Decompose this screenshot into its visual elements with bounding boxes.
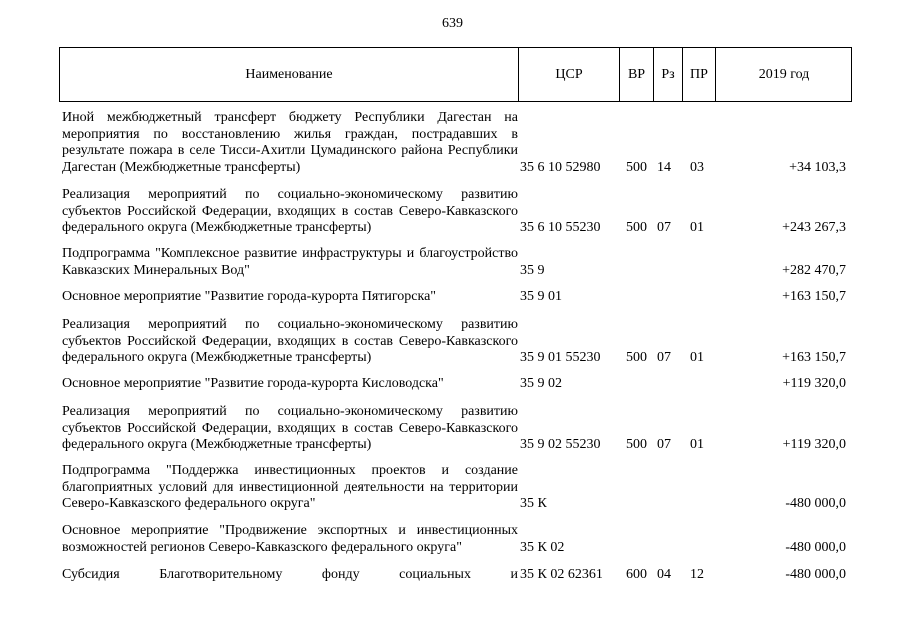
row-year: -480 000,0: [785, 567, 846, 582]
row-year: +34 103,3: [789, 160, 846, 175]
row-pr: 01: [690, 437, 704, 452]
row-csr: 35 К 02: [520, 540, 565, 555]
row-name: Иной межбюджетный трансферт бюджету Республики Дагестан на мероприятия по восстановлению жилья граждан, пострадавших в результате пожара в селе Тисси-Ахитли Цумадинского района Республики Дагестан (Межбюджетные трансферты): [62, 110, 518, 175]
row-year: +119 320,0: [782, 376, 846, 391]
row-year: +163 150,7: [782, 350, 846, 365]
row-csr: 35 9 01: [520, 289, 562, 304]
row-vr: 500: [626, 437, 647, 452]
row-year: +243 267,3: [782, 220, 846, 235]
row-year: +163 150,7: [782, 289, 846, 304]
row-name: Реализация мероприятий по социально-экономическому развитию субъектов Российской Федерации, входящих в состав Северо-Кавказского федерального округа (Межбюджетные трансферты): [62, 404, 518, 452]
row-name: Основное мероприятие "Развитие города-курорта Пятигорска": [62, 289, 436, 304]
row-rz: 07: [657, 220, 671, 235]
table-header: [59, 47, 852, 102]
row-csr: 35 К 02 62361: [520, 567, 603, 582]
row-csr: 35 9: [520, 263, 545, 278]
row-csr: 35 6 10 55230: [520, 220, 601, 235]
header-name: Наименование: [245, 67, 333, 82]
header-rz: Рз: [661, 67, 675, 82]
row-name: Основное мероприятие "Развитие города-курорта Кисловодска": [62, 376, 444, 391]
row-year: -480 000,0: [785, 496, 846, 511]
header-pr: ПР: [690, 67, 708, 82]
row-pr: 03: [690, 160, 704, 175]
row-year: +282 470,7: [782, 263, 846, 278]
row-name: Основное мероприятие "Продвижение экспортных и инвестиционных возможностей регионов Северо-Кавказского федерального округа": [62, 523, 518, 555]
row-vr: 500: [626, 160, 647, 175]
row-name: Субсидия Благотворительному фонду социальных и: [62, 567, 518, 582]
row-rz: 07: [657, 350, 671, 365]
row-name: Подпрограмма "Комплексное развитие инфраструктуры и благоустройство Кавказских Минеральных Вод": [62, 246, 518, 278]
row-rz: 04: [657, 567, 671, 582]
row-year: -480 000,0: [785, 540, 846, 555]
row-csr: 35 9 02: [520, 376, 562, 391]
row-vr: 500: [626, 220, 647, 235]
row-rz: 07: [657, 437, 671, 452]
row-csr: 35 9 01 55230: [520, 350, 601, 365]
row-pr: 01: [690, 220, 704, 235]
row-year: +119 320,0: [782, 437, 846, 452]
row-vr: 500: [626, 350, 647, 365]
row-name: Реализация мероприятий по социально-экономическому развитию субъектов Российской Федерации, входящих в состав Северо-Кавказского федерального округа (Межбюджетные трансферты): [62, 317, 518, 365]
header-year: 2019 год: [758, 67, 810, 82]
row-csr: 35 9 02 55230: [520, 437, 601, 452]
row-name: Реализация мероприятий по социально-экономическому развитию субъектов Российской Федерации, входящих в состав Северо-Кавказского федерального округа (Межбюджетные трансферты): [62, 187, 518, 235]
row-name: Подпрограмма "Поддержка инвестиционных проектов и создание благоприятных условий для инвестиционной деятельности на территории Северо-Кавказского федерального округа": [62, 463, 518, 511]
page-number: 639: [442, 16, 463, 31]
row-rz: 14: [657, 160, 671, 175]
row-csr: 35 К: [520, 496, 547, 511]
row-pr: 12: [690, 567, 704, 582]
header-csr: ЦСР: [555, 67, 583, 82]
row-pr: 01: [690, 350, 704, 365]
row-csr: 35 6 10 52980: [520, 160, 601, 175]
row-vr: 600: [626, 567, 647, 582]
header-vr: ВР: [627, 67, 646, 82]
